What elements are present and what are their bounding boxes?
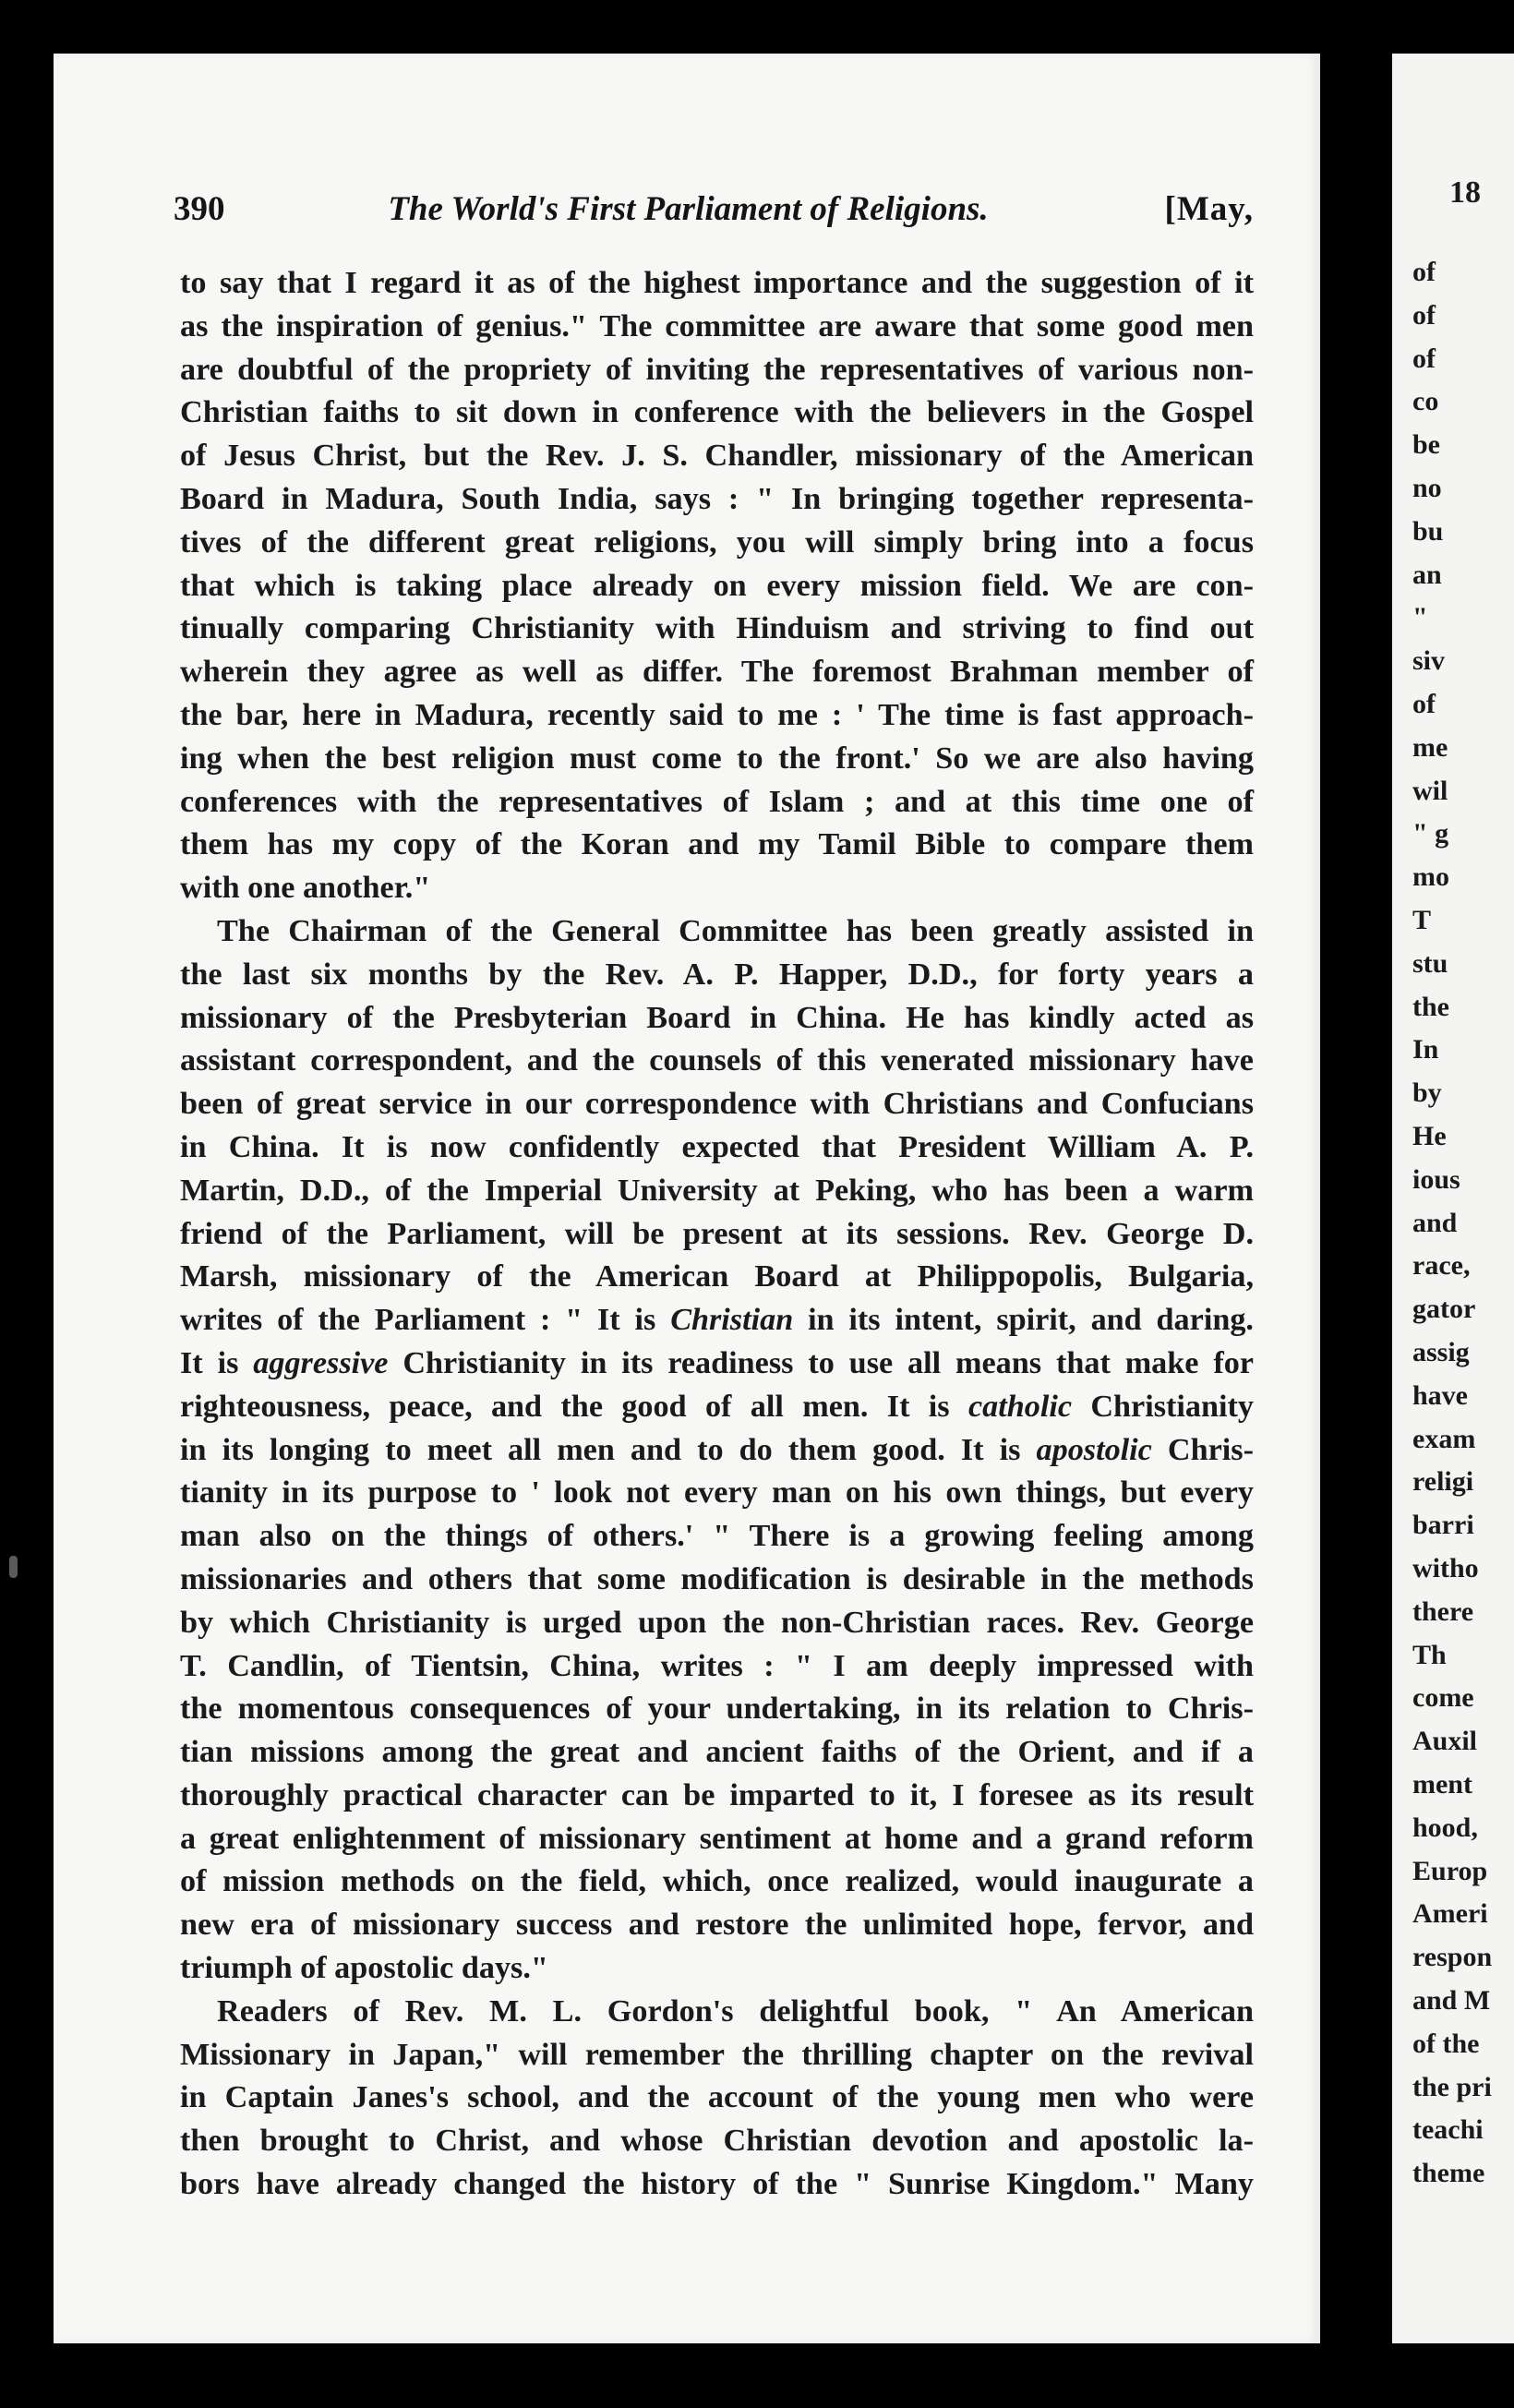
right-page-text-fragment: " xyxy=(1412,602,1428,633)
text-line: assistant correspondent, and the counsels of this venerated missionary have xyxy=(180,1043,1254,1078)
right-page-text-fragment: witho xyxy=(1412,1553,1479,1583)
right-page-text-fragment: be xyxy=(1412,429,1440,461)
scan-speck xyxy=(9,1556,18,1578)
text-line: of mission methods on the field, which, once realized, would inaugurate a xyxy=(180,1864,1254,1899)
right-page-text-fragment: theme xyxy=(1412,2158,1485,2189)
right-page-text-fragment: bu xyxy=(1412,515,1444,547)
text-line: that which is taking place already on every mission field. We are con- xyxy=(180,568,1254,603)
text-line: thoroughly practical character can be imparted to it, I foresee as its result xyxy=(180,1777,1254,1812)
right-page-text-fragment: and M xyxy=(1412,1985,1491,2016)
right-page-text-fragment: Auxil xyxy=(1412,1726,1478,1757)
text-run: writes of the Parliament : " It is xyxy=(180,1303,671,1338)
text-line: with one another." xyxy=(180,871,431,906)
text-run: in its intent, spirit, and daring. xyxy=(793,1303,1254,1338)
right-page-text-fragment: by xyxy=(1412,1078,1442,1109)
right-page-text-fragment: the xyxy=(1412,991,1449,1022)
right-page-text-fragment: stu xyxy=(1412,947,1448,979)
text-line: The Chairman of the General Committee has been greatly assisted in xyxy=(217,913,1254,948)
right-page-text-fragment: T xyxy=(1412,905,1432,935)
text-line: Readers of Rev. M. L. Gordon's delightful book, " An American xyxy=(217,1993,1254,2029)
text-line: triumph of apostolic days." xyxy=(180,1951,548,1986)
text-run: Chris- xyxy=(1151,1432,1254,1467)
text-run: It is xyxy=(180,1345,254,1380)
text-line: are doubtful of the propriety of inviting the representatives of various non- xyxy=(180,352,1254,387)
page-header xyxy=(123,189,1254,245)
text-line: Missionary in Japan," will remember the thrilling chapter on the revival xyxy=(180,2037,1254,2072)
text-line: the momentous consequences of your undertaking, in its relation to Chris- xyxy=(180,1692,1254,1727)
text-run: Christianity in its readiness to use all means that make for xyxy=(388,1345,1254,1380)
right-page-text-fragment: have xyxy=(1412,1379,1468,1411)
text-line: then brought to Christ, and whose Christian devotion and apostolic la- xyxy=(180,2124,1254,2159)
italic-word: apostolic xyxy=(1036,1432,1152,1467)
right-page-text-fragment: co xyxy=(1412,386,1439,417)
right-page-text-fragment: teachi xyxy=(1412,2114,1484,2146)
right-page-text-fragment: " g xyxy=(1412,818,1449,849)
right-page-text-fragment: barri xyxy=(1412,1510,1474,1541)
text-line: of Jesus Christ, but the Rev. J. S. Chandler, missionary of the American xyxy=(180,439,1254,474)
right-page-text-fragment: mo xyxy=(1412,861,1449,893)
text-line: conferences with the representatives of Islam ; and at this time one of xyxy=(180,784,1254,819)
text-line: wherein they agree as well as differ. The foremost Brahman member of xyxy=(180,655,1254,690)
right-page-text-fragment: respon xyxy=(1412,1942,1493,1973)
text-line: Christian faiths to sit down in conference with the believers in the Gospel xyxy=(180,395,1254,430)
text-line: bors have already changed the history of the " Sunrise Kingdom." Many xyxy=(180,2167,1254,2202)
right-page-text-fragment: gator xyxy=(1412,1294,1476,1325)
body-text xyxy=(180,262,1254,2207)
text-line: in Captain Janes's school, and the account of the young men who were xyxy=(180,2080,1254,2115)
right-page-text-fragment: In xyxy=(1412,1034,1439,1066)
text-line: tives of the different great religions, you will simply bring into a focus xyxy=(180,524,1254,560)
right-page-text-fragment: come xyxy=(1412,1682,1474,1714)
header-month: [May, xyxy=(1164,190,1254,228)
text-line xyxy=(180,1429,1254,1473)
right-page-text-fragment: of xyxy=(1412,343,1436,374)
right-page-text-fragment: wil xyxy=(1412,775,1448,806)
text-line: tinually comparing Christianity with Hinduism and striving to find out xyxy=(180,611,1254,646)
text-run: in its longing to meet all men and to do them good. It is xyxy=(180,1432,1037,1467)
text-line: tian missions among the great and ancient faiths of the Orient, and if a xyxy=(180,1735,1254,1770)
text-run: Christianity xyxy=(1072,1389,1255,1424)
right-page-text-fragment: ment xyxy=(1412,1769,1472,1800)
text-line xyxy=(180,1342,1254,1386)
text-line: tianity in its purpose to ' look not every man on his own things, but every xyxy=(180,1475,1254,1511)
italic-word: Christian xyxy=(670,1303,794,1338)
text-line: Martin, D.D., of the Imperial University at Peking, who has been a warm xyxy=(180,1173,1254,1208)
text-line xyxy=(180,1386,1254,1429)
right-page-text-fragment: race, xyxy=(1412,1250,1471,1282)
text-line: man also on the things of others.' " There is a growing feeling among xyxy=(180,1519,1254,1554)
right-page-text-fragment: exam xyxy=(1412,1423,1476,1454)
paragraph-3 xyxy=(180,1991,1254,2207)
paragraph-2 xyxy=(180,910,1254,1991)
book-gutter xyxy=(1320,54,1392,2343)
right-page-header-fragment: 18 xyxy=(1449,175,1481,210)
right-page-text-fragment: of xyxy=(1412,299,1436,331)
right-page-text-fragment: He xyxy=(1412,1121,1447,1151)
text-line xyxy=(180,1299,1254,1342)
text-line: the last six months by the Rev. A. P. Happer, D.D., for forty years a xyxy=(180,957,1254,992)
text-line: in China. It is now confidently expected that President William A. P. xyxy=(180,1129,1254,1164)
right-page-text-fragment: an xyxy=(1412,559,1442,590)
text-line: the bar, here in Madura, recently said to me : ' The time is fast approach- xyxy=(180,697,1254,732)
text-line: missionaries and others that some modification is desirable in the methods xyxy=(180,1561,1254,1596)
page-number: 390 xyxy=(174,190,225,228)
text-line: them has my copy of the Koran and my Tamil Bible to compare them xyxy=(180,827,1254,862)
right-page-text-fragment: and xyxy=(1412,1207,1458,1238)
text-line: been of great service in our correspondence with Christians and Confucians xyxy=(180,1087,1254,1122)
right-page-text-fragment: ious xyxy=(1412,1163,1460,1195)
text-line: ing when the best religion must come to the front.' So we are also having xyxy=(180,740,1254,776)
right-page-text-fragment: the pri xyxy=(1412,2071,1492,2102)
text-line: missionary of the Presbyterian Board in China. He has kindly acted as xyxy=(180,1000,1254,1035)
text-line: friend of the Parliament, will be present at its sessions. Rev. George D. xyxy=(180,1216,1254,1251)
right-page-text-fragment: me xyxy=(1412,731,1448,763)
italic-word: aggressive xyxy=(253,1345,389,1380)
text-line: Board in Madura, South India, says : " In bringing together representa- xyxy=(180,481,1254,516)
running-title: The World's First Parliament of Religions. xyxy=(388,190,989,228)
text-line: new era of missionary success and restore the unlimited hope, fervor, and xyxy=(180,1908,1254,1943)
text-line: Marsh, missionary of the American Board at Philippopolis, Bulgaria, xyxy=(180,1259,1254,1294)
text-line: to say that I regard it as of the highest importance and the suggestion of it xyxy=(180,266,1254,300)
right-page-text-fragment: Europ xyxy=(1412,1855,1488,1886)
right-page-text-fragment: of xyxy=(1412,689,1436,719)
text-line: by which Christianity is urged upon the non-Christian races. Rev. George xyxy=(180,1605,1254,1640)
right-page-text-fragment: hood, xyxy=(1412,1812,1478,1843)
right-page-text-fragment: assig xyxy=(1412,1337,1470,1367)
right-page-text-fragment: no xyxy=(1412,473,1442,503)
right-page-text-fragment: of xyxy=(1412,257,1436,287)
text-line: T. Candlin, of Tientsin, China, writes : " I am deeply impressed with xyxy=(180,1648,1254,1683)
right-page-text-fragment: Ameri xyxy=(1412,1898,1488,1930)
right-page-text-fragment: Th xyxy=(1412,1639,1447,1670)
right-page-text-fragment: siv xyxy=(1412,645,1446,677)
text-line: a great enlightenment of missionary sentiment at home and a grand reform xyxy=(180,1821,1254,1856)
text-line: as the inspiration of genius." The committee are aware that some good men xyxy=(180,308,1254,343)
text-run: righteousness, peace, and the good of all men. It is xyxy=(180,1389,968,1424)
right-page-text-fragment: there xyxy=(1412,1595,1474,1627)
paragraph-1 xyxy=(180,262,1254,910)
right-page-text-fragment: of the xyxy=(1412,2028,1480,2059)
italic-word: catholic xyxy=(967,1389,1073,1424)
right-page-text-fragment: religi xyxy=(1412,1466,1474,1498)
